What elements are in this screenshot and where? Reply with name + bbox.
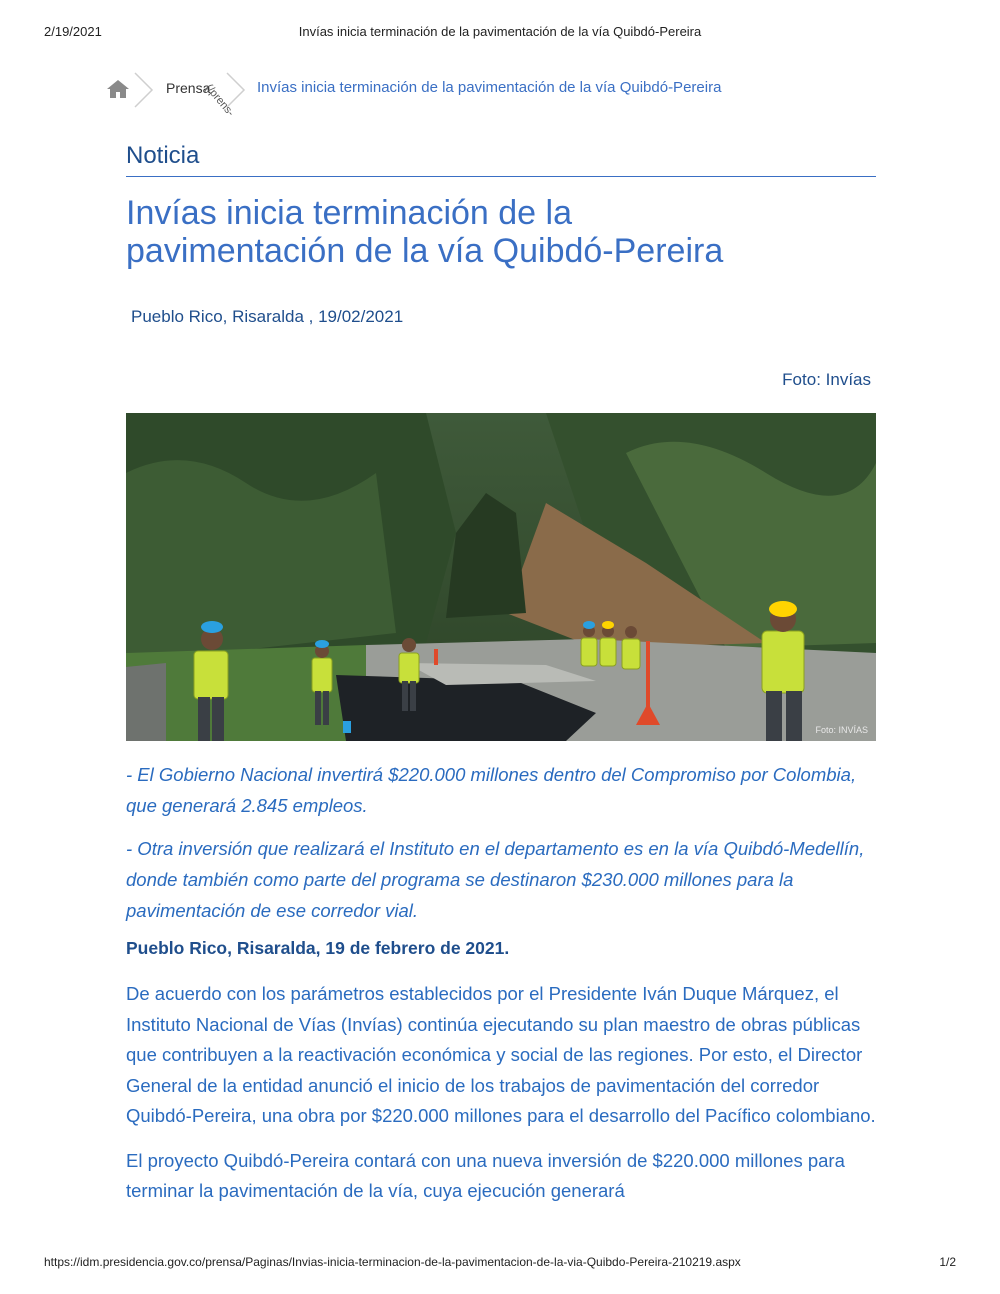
article-summary xyxy=(126,759,876,938)
breadcrumb-current-page[interactable]: Invías inicia terminación de la pavimentación de la vía Quibdó-Pereira xyxy=(257,79,722,96)
page-number: 1/2 xyxy=(939,1255,956,1269)
chevron-right-icon xyxy=(224,72,246,108)
body-paragraph: De acuerdo con los parámetros establecidos por el Presidente Iván Duque Márquez, el Instituto Nacional de Vías (Invías) continúa ejecutando su plan maestro de obras públicas que contribuyen a la reactivación económica y social de las regiones. Por esto, el Director General de la entidad anunció el inicio de los trabajos de pavimentación del corredor Quibdó-Pereira, una obra por $220.000 millones para el desarrollo del Pacífico colombiano. xyxy=(126,983,876,1126)
article-body xyxy=(126,979,878,1221)
section-label: Noticia xyxy=(126,142,200,169)
chevron-right-icon xyxy=(132,72,154,108)
print-header xyxy=(44,24,956,42)
article-photo xyxy=(126,413,876,741)
summary-bullet: - El Gobierno Nacional invertirá $220.000 millones dentro del Compromiso por Colombia, que generará 2.845 empleos. xyxy=(126,764,857,816)
article-headline xyxy=(126,194,876,270)
summary-bullet: - Otra inversión que realizará el Instituto en el departamento es en la vía Quibdó-Medellín, donde también como parte del programa se destinaron $230.000 millones para la pavimentación de ese corredor vial. xyxy=(126,838,865,921)
photo-credit: Foto: Invías xyxy=(782,370,871,389)
print-footer xyxy=(44,1255,956,1273)
print-date: 2/19/2021 xyxy=(44,24,102,39)
breadcrumb xyxy=(106,72,886,119)
photo-watermark: Foto: INVÍAS xyxy=(815,725,868,735)
section-divider xyxy=(126,176,876,177)
breadcrumb-overflow-text: (/prens- xyxy=(202,82,237,119)
article-lead-dateline: Pueblo Rico, Risaralda, 19 de febrero de 2021. xyxy=(126,938,510,958)
print-url: https://idm.presidencia.gov.co/prensa/Paginas/Invias-inicia-terminacion-de-la-pavimentacion-de-la-via-Quibdo-Pereira-210219.aspx xyxy=(44,1255,741,1269)
headline-line-1: Invías inicia terminación de la xyxy=(126,194,573,232)
home-icon[interactable] xyxy=(106,78,130,100)
breadcrumb-prensa-link[interactable]: Prensa xyxy=(166,80,211,96)
headline-line-2: pavimentación de la vía Quibdó-Pereira xyxy=(126,232,724,270)
print-title: Invías inicia terminación de la pavimentación de la vía Quibdó-Pereira xyxy=(298,24,702,39)
article-dateline: Pueblo Rico, Risaralda , 19/02/2021 xyxy=(131,307,404,326)
body-paragraph: El proyecto Quibdó-Pereira contará con una nueva inversión de $220.000 millones para terminar la pavimentación de la vía, cuya ejecución generará xyxy=(126,1149,845,1201)
